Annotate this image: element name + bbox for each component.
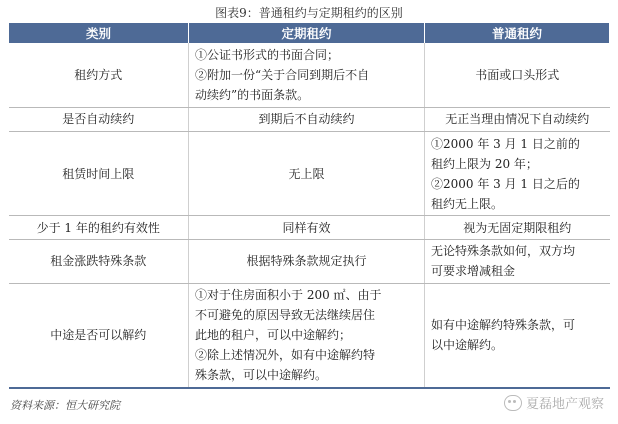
cell-line: 以中途解约。 bbox=[431, 338, 504, 353]
cell-line: 动续约”的书面条款。 bbox=[195, 87, 310, 102]
watermark bbox=[504, 393, 604, 412]
normal-cell bbox=[425, 239, 610, 283]
cell-line: ②附加一份“关于合同到期后不自 bbox=[195, 67, 370, 82]
table-row bbox=[9, 131, 610, 215]
normal-cell bbox=[425, 283, 610, 388]
cell-line: 到期后不自动续约 bbox=[258, 112, 355, 127]
table-row bbox=[9, 283, 610, 388]
source-note: 资料来源：恒大研究院 bbox=[10, 399, 120, 412]
row-category: 中途是否可以解约 bbox=[9, 283, 189, 388]
cell-line: ②除上述情况外，如有中途解约特 bbox=[195, 348, 376, 363]
cell-line: ①2000 年 3 月 1 日之前的 bbox=[431, 136, 580, 151]
row-category: 租约方式 bbox=[9, 43, 189, 107]
header-normal-lease: 普通租约 bbox=[425, 23, 610, 43]
row-category: 少于 1 年的租约有效性 bbox=[9, 216, 189, 239]
cell-line: 不可避免的原因导致无法继续居住 bbox=[195, 308, 376, 323]
cell-line: 同样有效 bbox=[282, 220, 331, 235]
cell-line: 无正当理由情况下自动续约 bbox=[445, 112, 590, 127]
row-category: 租金涨跌特殊条款 bbox=[9, 239, 189, 283]
header-category: 类别 bbox=[9, 23, 189, 43]
fixed-cell bbox=[189, 216, 425, 239]
row-category: 是否自动续约 bbox=[9, 107, 189, 131]
cell-line: 租约无上限。 bbox=[431, 196, 504, 211]
table-title: 图表9：普通租约与定期租约的区别 bbox=[215, 6, 403, 20]
fixed-cell bbox=[189, 43, 425, 107]
fixed-cell bbox=[189, 107, 425, 131]
watermark-text: 夏磊地产观察 bbox=[525, 397, 604, 412]
cell-line: 视为无固定期限租约 bbox=[463, 220, 572, 235]
cell-line: 无论特殊条款如何，双方均 bbox=[431, 244, 576, 259]
cell-line: ②2000 年 3 月 1 日之后的 bbox=[431, 176, 580, 191]
cell-line: 此地的租户，可以中途解约； bbox=[195, 328, 352, 343]
cell-line: 根据特殊条款规定执行 bbox=[246, 254, 367, 269]
cell-line: 可要求增减租金 bbox=[431, 264, 516, 279]
normal-cell bbox=[425, 216, 610, 239]
cell-line: 如有中途解约特殊条款，可 bbox=[431, 318, 576, 333]
table-row bbox=[9, 43, 610, 107]
wechat-icon bbox=[504, 395, 522, 411]
comparison-table bbox=[8, 23, 610, 389]
normal-cell bbox=[425, 131, 610, 215]
row-category: 租赁时间上限 bbox=[9, 131, 189, 215]
cell-line: 无上限 bbox=[288, 166, 325, 181]
normal-cell bbox=[425, 43, 610, 107]
table-row bbox=[9, 107, 610, 131]
normal-cell bbox=[425, 107, 610, 131]
table-row bbox=[9, 216, 610, 239]
fixed-cell bbox=[189, 239, 425, 283]
cell-line: ①对于住房面积小于 200 ㎡、由于 bbox=[195, 288, 382, 303]
header-row bbox=[9, 23, 610, 43]
cell-line: ①公证书形式的书面合同； bbox=[195, 47, 340, 62]
fixed-cell bbox=[189, 283, 425, 388]
fixed-cell bbox=[189, 131, 425, 215]
table-row bbox=[9, 239, 610, 283]
cell-line: 书面或口头形式 bbox=[475, 67, 560, 82]
cell-line: 殊条款，可以中途解约。 bbox=[195, 368, 328, 383]
header-fixed-lease: 定期租约 bbox=[189, 23, 425, 43]
cell-line: 租约上限为 20 年； bbox=[431, 156, 538, 171]
